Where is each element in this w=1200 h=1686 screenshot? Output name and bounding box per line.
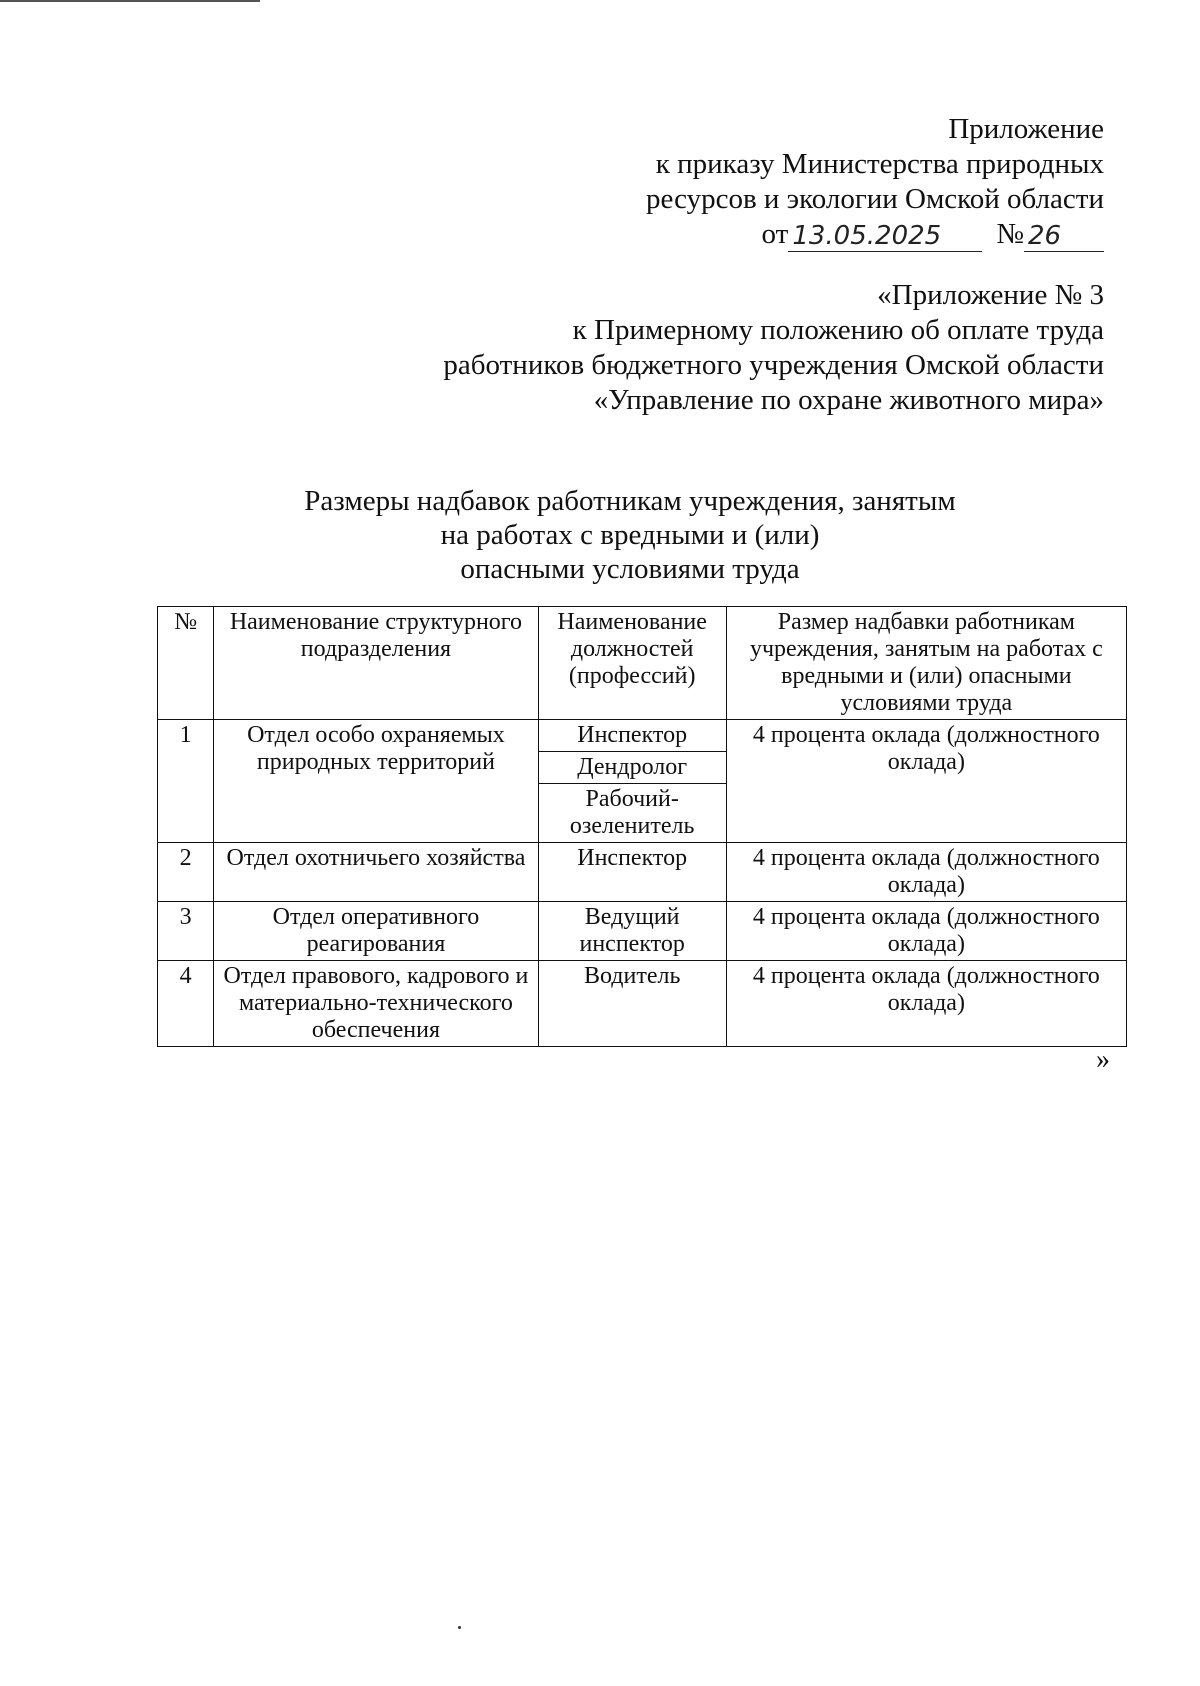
scan-edge-line [0,0,260,2]
appendix-line-2: к Примерному положению об оплате труда [572,314,1104,346]
row-position: Рабочий-озеленитель [538,784,726,843]
order-header [646,112,1104,252]
row-department: Отдел охотничьего хозяйства [214,843,538,902]
allowance-table [157,606,1127,1047]
table-row [158,720,1127,752]
row-department: Отдел особо охраняемых природных территорий [214,720,538,843]
appendix-header [443,278,1104,418]
row-num: 3 [158,902,214,961]
row-num: 1 [158,720,214,843]
row-position: Дендролог [538,752,726,784]
table-row [158,843,1127,902]
date-prefix: от [761,218,789,250]
document-title [0,484,1200,586]
appendix-line-1: «Приложение № 3 [877,279,1104,311]
order-date-value: 13.05.2025 [788,221,982,252]
title-line-2: на работах с вредными и (или) [440,519,820,551]
row-rate: 4 процента оклада (должностного оклада) [726,902,1126,961]
header-line-3: ресурсов и экологии Омской области [646,183,1104,215]
row-num: 2 [158,843,214,902]
header-num: № [158,607,214,720]
order-number-value: 26 [1024,221,1104,252]
table-row [158,961,1127,1047]
header-rate: Размер надбавки работникам учреждения, занятым на работах с вредными и (или) опасными условиями труда [726,607,1126,720]
row-department: Отдел оперативного реагирования [214,902,538,961]
row-rate: 4 процента оклада (должностного оклада) [726,720,1126,843]
appendix-line-4: «Управление по охране животного мира» [593,384,1104,416]
title-line-1: Размеры надбавок работникам учреждения, занятым [304,485,956,517]
row-rate: 4 процента оклада (должностного оклада) [726,961,1126,1047]
scan-speck [458,1626,461,1629]
title-line-3: опасными условиями труда [460,553,800,585]
row-position: Ведущий инспектор [538,902,726,961]
header-line-2: к приказу Министерства природных [655,148,1104,180]
number-prefix: № [996,218,1024,250]
row-num: 4 [158,961,214,1047]
row-position: Инспектор [538,720,726,752]
table-header-row [158,607,1127,720]
row-position: Водитель [538,961,726,1047]
header-positions: Наименование должностей (профессий) [538,607,726,720]
row-department: Отдел правового, кадрового и материально-технического обеспечения [214,961,538,1047]
header-line-1: Приложение [948,113,1104,145]
table-row [158,902,1127,961]
closing-quote: » [1096,1044,1110,1075]
appendix-line-3: работников бюджетного учреждения Омской области [443,349,1104,381]
row-rate: 4 процента оклада (должностного оклада) [726,843,1126,902]
order-date-line [646,217,1104,252]
row-position: Инспектор [538,843,726,902]
header-department: Наименование структурного подразделения [214,607,538,720]
